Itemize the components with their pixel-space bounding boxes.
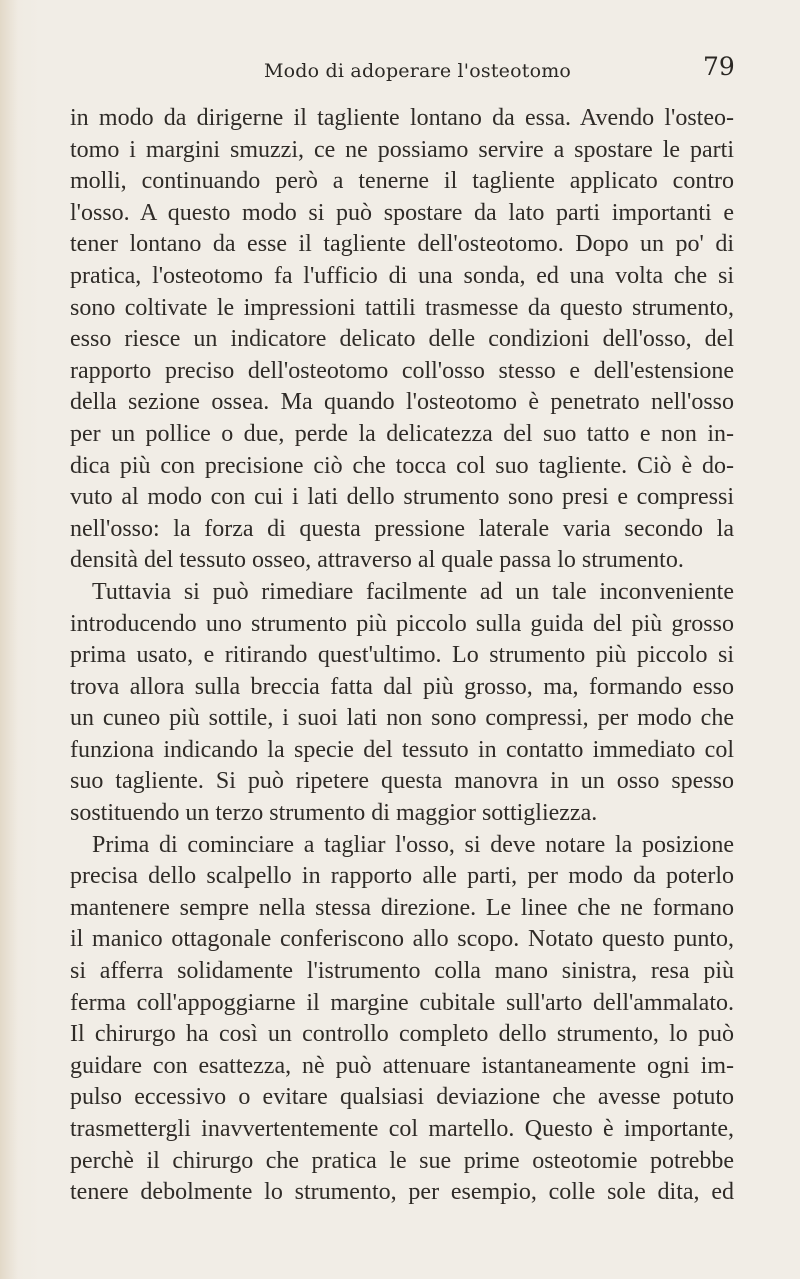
body-text xyxy=(70,103,734,1209)
text-line: in modo da dirigerne il tagliente lontano da essa. Avendo l'osteo- xyxy=(70,105,734,131)
text-line: tenere debolmente lo strumento, per esempio, colle sole dita, ed xyxy=(70,1179,734,1206)
text-line: Prima di cominciare a tagliar l'osso, si deve notare la posizione xyxy=(92,831,734,858)
text-line: trova allora sulla breccia fatta dal più grosso, ma, formando esso xyxy=(70,673,734,700)
text-line: vuto al modo con cui i lati dello strumento sono presi e compressi xyxy=(70,484,734,511)
running-title: Modo di adoperare l'osteotomo xyxy=(264,60,572,82)
text-line: sono coltivate le impressioni tattili trasmesse da questo strumento, xyxy=(70,294,734,321)
text-line: esso riesce un indicatore delicato delle condizioni dell'osso, del xyxy=(70,326,734,353)
text-line: dica più con precisione ciò che tocca col suo tagliente. Ciò è do- xyxy=(70,452,734,479)
text-line: della sezione ossea. Ma quando l'osteotomo è penetrato nell'osso xyxy=(70,389,734,416)
text-line: suo tagliente. Si può ripetere questa manovra in un osso spesso xyxy=(70,768,734,795)
text-line: il manico ottagonale conferiscono allo scopo. Notato questo punto, xyxy=(70,926,734,953)
text-line: mantenere sempre nella stessa direzione. Le linee che ne formano xyxy=(70,894,734,921)
text-line: ferma coll'appoggiarne il margine cubitale sull'arto dell'ammalato. xyxy=(70,989,734,1016)
text-line: si afferra solidamente l'istrumento colla mano sinistra, resa più xyxy=(70,958,734,985)
text-line: tomo i margini smuzzi, ce ne possiamo servire a spostare le parti xyxy=(70,136,734,163)
text-line: Tuttavia si può rimediare facilmente ad un tale inconveniente xyxy=(92,578,734,605)
text-line: per un pollice o due, perde la delicatezza del suo tatto e non in- xyxy=(70,420,734,447)
text-line: prima usato, e ritirando quest'ultimo. Lo strumento più piccolo si xyxy=(70,642,734,669)
text-line: funziona indicando la specie del tessuto in contatto immediato col xyxy=(70,736,734,763)
text-line: pulso eccessivo o evitare qualsiasi deviazione che avesse potuto xyxy=(70,1084,734,1111)
text-line: pratica, l'osteotomo fa l'ufficio di una sonda, ed una volta che si xyxy=(70,262,734,289)
text-line: molli, continuando però a tenerne il tagliente applicato contro xyxy=(70,168,734,195)
text-line: guidare con esattezza, nè può attenuare istantaneamente ogni im- xyxy=(70,1052,734,1079)
text-line: Il chirurgo ha così un controllo completo dello strumento, lo può xyxy=(70,1021,734,1048)
text-line: rapporto preciso dell'osteotomo coll'osso stesso e dell'estensione xyxy=(70,357,734,384)
text-line: un cuneo più sottile, i suoi lati non sono compressi, per modo che xyxy=(70,705,734,732)
page-header xyxy=(0,52,800,92)
text-line: l'osso. A questo modo si può spostare da lato parti importanti e xyxy=(70,199,734,226)
page-number: 79 xyxy=(703,52,735,81)
text-line: perchè il chirurgo che pratica le sue prime osteotomie potrebbe xyxy=(70,1147,734,1174)
text-line: densità del tessuto osseo, attraverso al quale passa lo strumento. xyxy=(70,547,684,574)
text-line: introducendo uno strumento più piccolo sulla guida del più grosso xyxy=(70,610,734,637)
text-line: trasmettergli inavvertentemente col martello. Questo è importante, xyxy=(70,1116,734,1142)
text-line: precisa dello scalpello in rapporto alle parti, per modo da poterlo xyxy=(70,863,734,890)
text-line: nell'osso: la forza di questa pressione laterale varia secondo la xyxy=(70,515,734,542)
text-line: tener lontano da esse il tagliente dell'osteotomo. Dopo un po' di xyxy=(70,231,734,258)
text-line: sostituendo un terzo strumento di maggior sottigliezza. xyxy=(70,800,598,827)
